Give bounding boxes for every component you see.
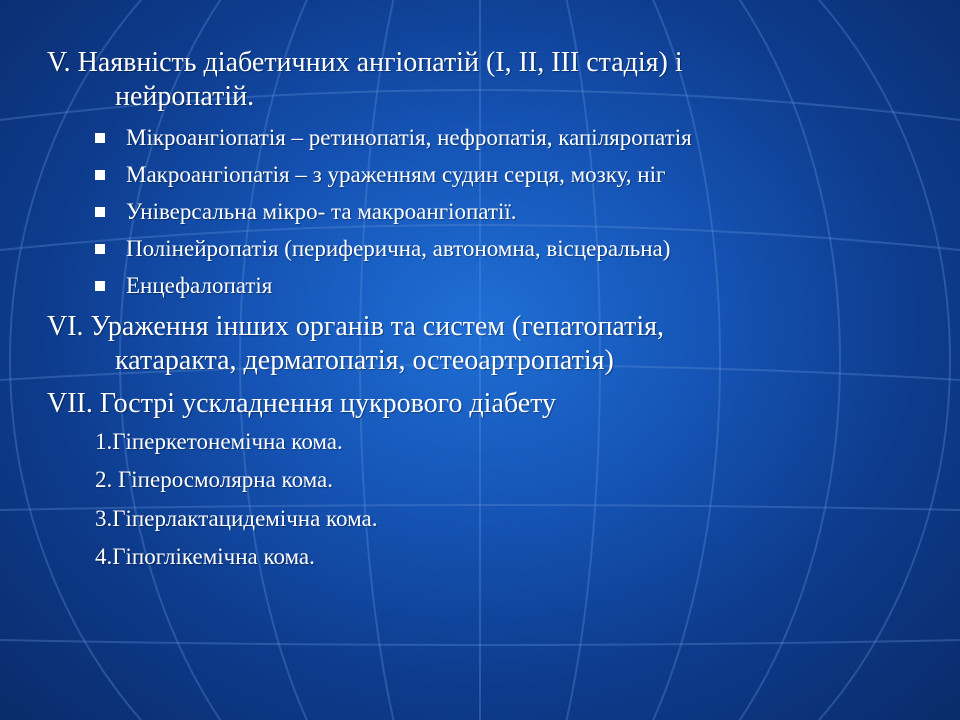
square-bullet-icon bbox=[95, 207, 105, 217]
section-vii-heading bbox=[47, 387, 927, 421]
bullet-text: Полінейропатія (периферична, автономна, вісцеральна) bbox=[126, 236, 671, 261]
numbered-item-4: 4.Гіпоглікемічна кома. bbox=[95, 544, 315, 569]
bullet-text: Макроангіопатія – з ураженням судин серця, мозку, ніг bbox=[126, 162, 666, 187]
section-vi-heading bbox=[47, 310, 927, 378]
numbered-item-3: 3.Гіперлактацидемічна кома. bbox=[95, 506, 378, 531]
numbered-item-1: 1.Гіперкетонемічна кома. bbox=[95, 429, 343, 454]
section-vii-heading-line1: VII. Гострі ускладнення цукрового діабету bbox=[47, 388, 557, 419]
numbered-item-2: 2. Гіперосмолярна кома. bbox=[95, 467, 333, 492]
bullet-text: Мікроангіопатія – ретинопатія, нефропатія, капіляропатія bbox=[126, 125, 692, 150]
square-bullet-icon bbox=[95, 170, 105, 180]
bullet-text: Енцефалопатія bbox=[126, 273, 273, 298]
square-bullet-icon bbox=[95, 281, 105, 291]
section-vi-heading-line2: катаракта, дерматопатія, остеоартропатія) bbox=[115, 345, 614, 376]
square-bullet-icon bbox=[95, 133, 105, 143]
section-v-heading-line1: V. Наявність діабетичних ангіопатій (I, II, III стадія) і bbox=[47, 47, 683, 78]
bullet-text: Універсальна мікро- та макроангіопатії. bbox=[126, 199, 517, 224]
section-v-heading bbox=[47, 46, 927, 114]
section-v-heading-line2: нейропатій. bbox=[115, 81, 255, 112]
section-vi-heading-line1: VI. Ураження інших органів та систем (гепатопатія, bbox=[47, 311, 665, 342]
square-bullet-icon bbox=[95, 244, 105, 254]
